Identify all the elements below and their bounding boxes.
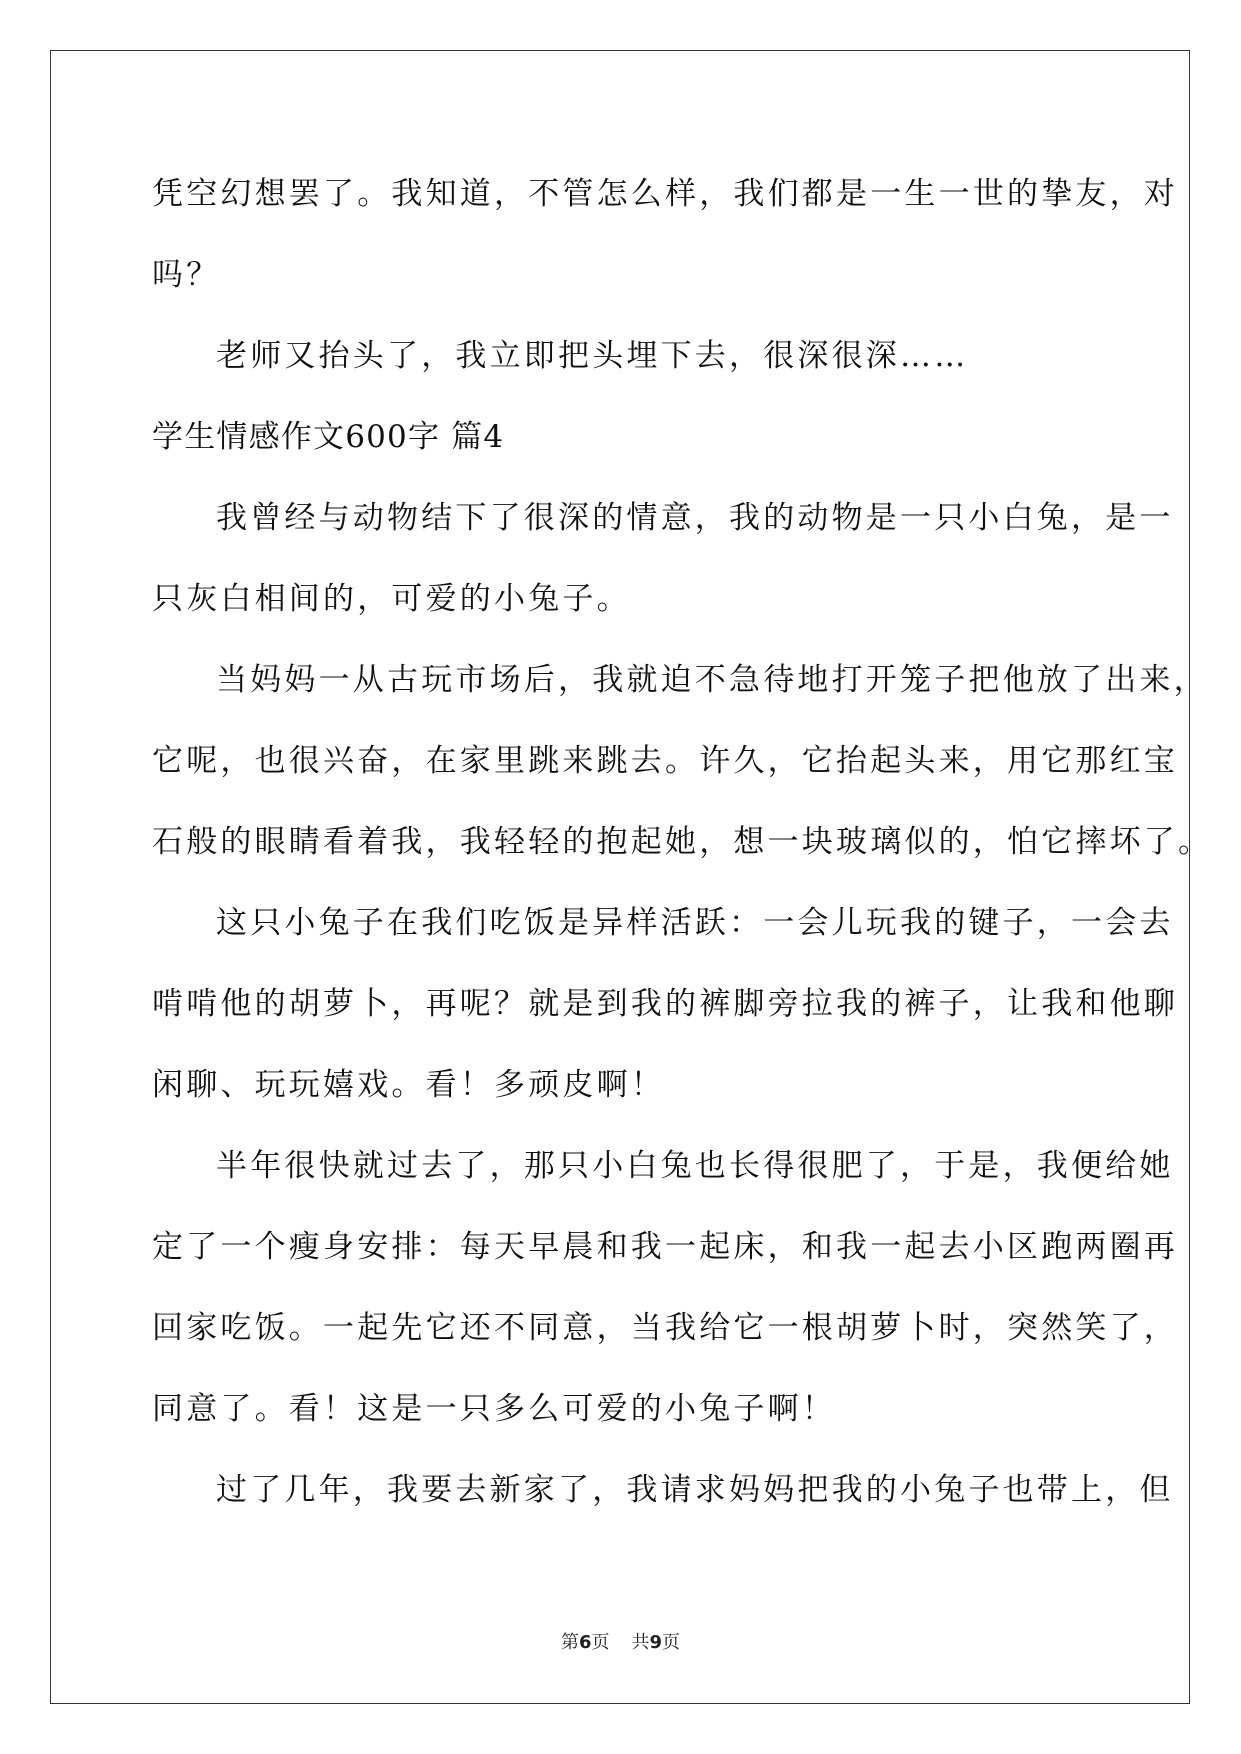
text-line: 凭空幻想罢了。我知道，不管怎么样，我们都是一生一世的挚友，对 <box>152 176 1178 212</box>
text-line: 石般的眼睛看着我，我轻轻的抱起她，想一块玻璃似的，怕它摔坏了。 <box>152 824 1213 860</box>
paragraph-line: 我曾经与动物结下了很深的情意，我的动物是一只小白兔，是一 <box>216 500 1174 536</box>
total-page-number: 9 <box>649 1632 663 1653</box>
total-label-prefix: 共 <box>631 1632 650 1653</box>
paragraph-line: 当妈妈一从古玩市场后，我就迫不急待地打开笼子把他放了出来， <box>216 662 1208 698</box>
text-line: 回家吃饭。一起先它还不同意，当我给它一根胡萝卜时，突然笑了， <box>152 1310 1178 1346</box>
total-label-suffix: 页 <box>662 1632 681 1653</box>
current-page-number: 6 <box>578 1632 592 1653</box>
paragraph-line: 过了几年，我要去新家了，我请求妈妈把我的小兔子也带上，但 <box>216 1472 1174 1508</box>
text-line: 同意了。看！这是一只多么可爱的小兔子啊！ <box>152 1391 836 1427</box>
paragraph-line: 半年很快就过去了，那只小白兔也长得很肥了，于是，我便给她 <box>216 1148 1174 1184</box>
text-line: 啃啃他的胡萝卜，再呢？就是到我的裤脚旁拉我的裤子，让我和他聊 <box>152 986 1178 1022</box>
page-footer <box>0 1628 1241 1654</box>
paragraph-line: 这只小兔子在我们吃饭是异样活跃：一会儿玩我的键子，一会去 <box>216 905 1174 941</box>
text-line: 它呢，也很兴奋，在家里跳来跳去。许久，它抬起头来，用它那红宝 <box>152 743 1178 779</box>
text-line: 定了一个瘦身安排：每天早晨和我一起床，和我一起去小区跑两圈再 <box>152 1229 1178 1265</box>
document-body <box>152 154 1213 1531</box>
page-label-prefix: 第 <box>560 1632 579 1653</box>
page-label-suffix: 页 <box>591 1632 610 1653</box>
text-line: 只灰白相间的，可爱的小兔子。 <box>152 581 631 617</box>
section-heading: 学生情感作文600字 篇4 <box>152 419 505 455</box>
paragraph-line: 老师又抬头了，我立即把头埋下去，很深很深…… <box>216 338 969 374</box>
text-line: 闲聊、玩玩嬉戏。看！多顽皮啊！ <box>152 1067 665 1103</box>
text-line: 吗？ <box>152 257 221 293</box>
